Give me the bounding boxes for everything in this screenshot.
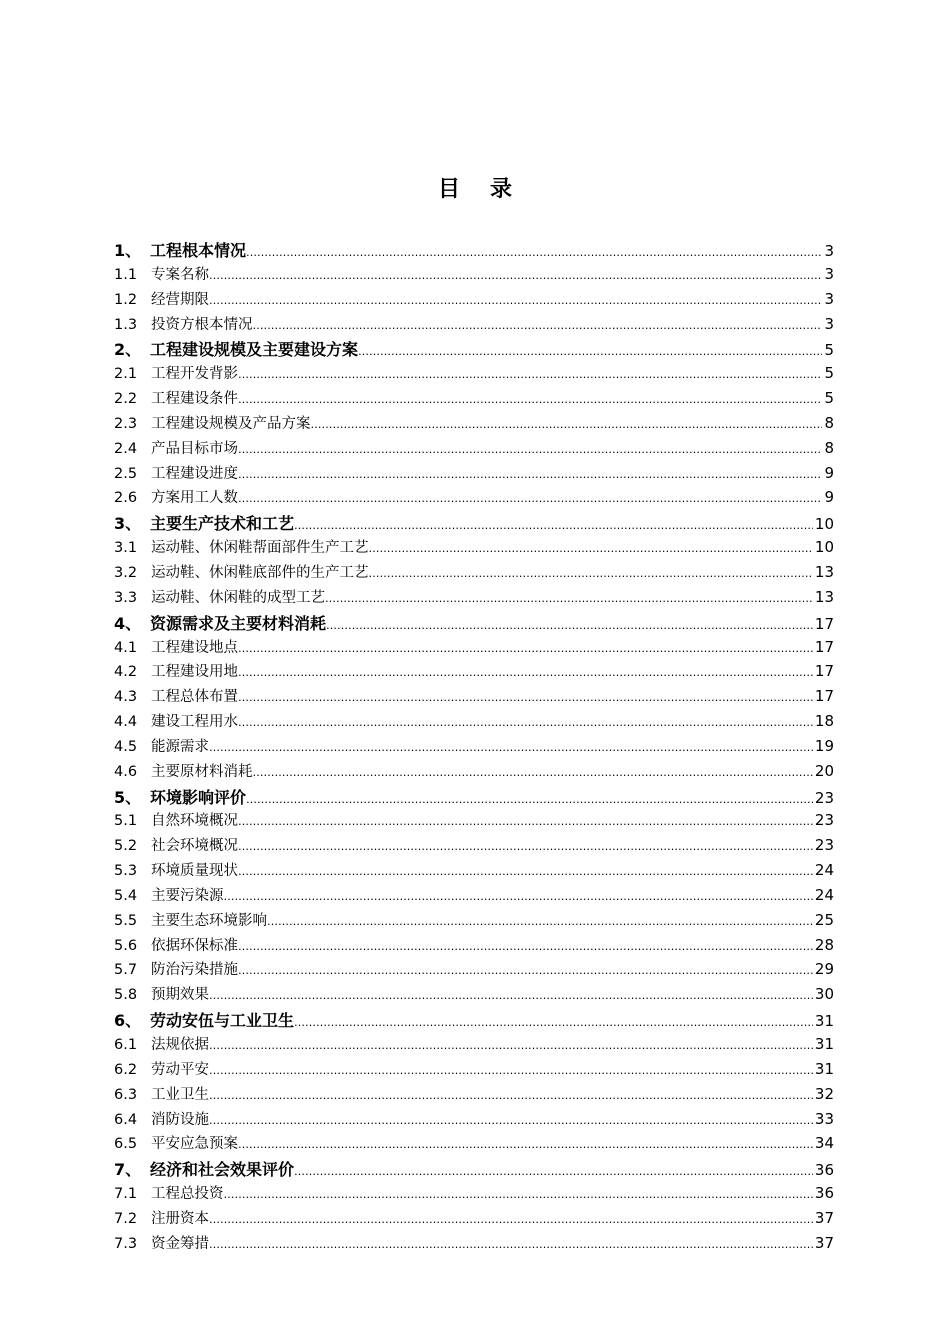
toc-section-entry[interactable] xyxy=(114,710,834,735)
toc-entry-number: 6.1 xyxy=(114,1037,138,1053)
toc-section-entry[interactable] xyxy=(114,1108,834,1133)
toc-entry-label: 工程总投资 xyxy=(151,1186,224,1203)
toc-section-entry[interactable] xyxy=(114,1182,834,1207)
dot-leader xyxy=(253,766,813,779)
toc-entry-label: 劳动安伍与工业卫生 xyxy=(150,1011,295,1031)
toc-entry-label: 经济和社会效果评价 xyxy=(150,1160,295,1180)
toc-entry-page-number: 23 xyxy=(814,788,834,807)
dot-leader xyxy=(267,915,813,928)
toc-section-entry[interactable] xyxy=(114,1083,834,1108)
dot-leader xyxy=(209,1039,813,1052)
toc-entry-number: 4.3 xyxy=(114,689,138,706)
toc-entry-label: 防治污染措施 xyxy=(151,962,238,979)
toc-entry-label: 运动鞋、休闲鞋的成型工艺 xyxy=(151,589,325,606)
toc-section-entry[interactable] xyxy=(114,1033,834,1058)
dot-leader xyxy=(369,567,813,580)
dot-leader xyxy=(209,1089,813,1102)
toc-entry-label: 法规依据 xyxy=(151,1037,209,1053)
toc-chapter-entry[interactable] xyxy=(114,1157,834,1182)
dot-leader xyxy=(369,542,813,555)
toc-entry-page-number: 24 xyxy=(814,861,834,880)
toc-entry-label: 资源需求及主要材料消耗 xyxy=(150,613,327,633)
toc-chapter-entry[interactable] xyxy=(114,1008,834,1033)
toc-entry-label: 工程根本情况 xyxy=(150,241,247,260)
toc-entry-label: 建设工程用水 xyxy=(151,714,238,731)
toc-section-entry[interactable] xyxy=(114,958,834,983)
toc-entry-label: 依据环保标准 xyxy=(151,937,238,954)
toc-entry-number: 2.2 xyxy=(114,391,138,408)
dot-leader xyxy=(294,1165,813,1178)
toc-chapter-entry[interactable] xyxy=(114,511,834,536)
toc-entry-page-number: 9 xyxy=(824,488,834,507)
dot-leader xyxy=(246,246,822,259)
toc-entry-label: 消防设施 xyxy=(151,1111,209,1128)
toc-entry-label: 工程建设条件 xyxy=(151,391,238,408)
dot-leader xyxy=(238,815,813,828)
dot-leader xyxy=(209,741,813,754)
dot-leader xyxy=(209,1114,813,1127)
dot-leader xyxy=(238,840,813,853)
toc-section-entry[interactable] xyxy=(114,735,834,760)
toc-section-entry[interactable] xyxy=(114,1058,834,1083)
toc-section-entry[interactable] xyxy=(114,288,834,313)
toc-entry-number: 5、 xyxy=(114,787,142,807)
toc-entry-page-number: 5 xyxy=(824,389,834,408)
toc-section-entry[interactable] xyxy=(114,586,834,611)
dot-leader xyxy=(238,492,822,505)
dot-leader xyxy=(209,989,813,1002)
toc-entry-number: 3.2 xyxy=(114,564,138,581)
dot-leader xyxy=(238,443,822,456)
toc-entry-number: 4.2 xyxy=(114,664,138,681)
toc-section-entry[interactable] xyxy=(114,660,834,685)
toc-entry-label: 注册资本 xyxy=(151,1210,209,1227)
toc-entry-label: 经营期限 xyxy=(151,291,209,308)
toc-section-entry[interactable] xyxy=(114,263,834,288)
toc-entry-label: 预期效果 xyxy=(151,987,209,1004)
dot-leader xyxy=(238,691,813,704)
toc-section-entry[interactable] xyxy=(114,809,834,834)
dot-leader xyxy=(326,619,813,632)
toc-entry-page-number: 37 xyxy=(814,1208,834,1227)
toc-entry-page-number: 33 xyxy=(814,1109,834,1128)
toc-entry-label: 工业卫生 xyxy=(151,1086,209,1103)
toc-entry-label: 产品目标市场 xyxy=(151,440,238,457)
toc-entry-number: 1.1 xyxy=(114,266,138,283)
toc-entry-page-number: 34 xyxy=(814,1134,834,1153)
toc-entry-number: 2.5 xyxy=(114,465,138,482)
dot-leader xyxy=(209,294,822,307)
toc-entry-label: 资金筹措 xyxy=(151,1235,209,1252)
dot-leader xyxy=(238,642,813,655)
toc-section-entry[interactable] xyxy=(114,362,834,387)
dot-leader xyxy=(224,890,813,903)
toc-entry-page-number: 25 xyxy=(814,910,834,929)
dot-leader xyxy=(238,393,822,406)
toc-entry-number: 2、 xyxy=(114,340,142,360)
toc-section-entry[interactable] xyxy=(114,884,834,909)
toc-entry-number: 6.3 xyxy=(114,1086,138,1103)
toc-entry-number: 3、 xyxy=(114,514,142,534)
toc-entry-label: 主要生态环境影响 xyxy=(151,912,267,929)
toc-entry-page-number: 23 xyxy=(814,811,834,830)
toc-section-entry[interactable] xyxy=(114,859,834,884)
toc-entry-number: 4.1 xyxy=(114,639,138,656)
dot-leader xyxy=(209,1238,813,1251)
toc-entry-number: 7、 xyxy=(114,1160,142,1180)
toc-chapter-entry[interactable] xyxy=(114,611,834,636)
toc-entry-page-number: 5 xyxy=(824,341,834,360)
toc-entry-page-number: 31 xyxy=(814,1012,834,1031)
toc-entry-label: 劳动平安 xyxy=(151,1061,209,1078)
page-title xyxy=(0,172,950,203)
toc-entry-number: 2.6 xyxy=(114,490,138,507)
toc-entry-page-number: 9 xyxy=(824,463,834,482)
toc-entry-label: 主要污染源 xyxy=(151,887,224,904)
toc-section-entry[interactable] xyxy=(114,561,834,586)
toc-entry-label: 工程总体布置 xyxy=(151,689,238,706)
toc-entry-page-number: 8 xyxy=(824,438,834,457)
dot-leader xyxy=(238,716,813,729)
table-of-contents xyxy=(114,238,834,1257)
toc-entry-page-number: 30 xyxy=(814,985,834,1004)
dot-leader xyxy=(238,368,822,381)
toc-section-entry[interactable] xyxy=(114,685,834,710)
toc-section-entry[interactable] xyxy=(114,1207,834,1232)
toc-entry-number: 3.3 xyxy=(114,589,138,606)
toc-entry-number: 4、 xyxy=(114,613,142,633)
toc-section-entry[interactable] xyxy=(114,1232,834,1257)
dot-leader xyxy=(358,345,822,358)
toc-section-entry[interactable] xyxy=(114,760,834,785)
toc-entry-number: 5.1 xyxy=(114,813,138,830)
toc-entry-number: 2.1 xyxy=(114,366,138,383)
toc-section-entry[interactable] xyxy=(114,834,834,859)
toc-entry-number: 2.4 xyxy=(114,440,138,457)
toc-entry-label: 工程建设规模及产品方案 xyxy=(151,415,311,432)
toc-entry-page-number: 31 xyxy=(814,1035,834,1053)
toc-entry-number: 3.1 xyxy=(114,540,138,557)
toc-entry-page-number: 3 xyxy=(824,242,834,260)
dot-leader xyxy=(294,1016,813,1029)
toc-entry-page-number: 17 xyxy=(814,662,834,681)
toc-entry-label: 主要生产技术和工艺 xyxy=(150,514,295,534)
dot-leader xyxy=(238,468,822,481)
dot-leader xyxy=(253,319,823,332)
toc-entry-page-number: 20 xyxy=(814,761,834,780)
toc-entry-number: 1、 xyxy=(114,241,142,260)
toc-entry-page-number: 19 xyxy=(814,736,834,755)
toc-entry-page-number: 36 xyxy=(814,1161,834,1180)
toc-entry-page-number: 3 xyxy=(824,264,834,283)
toc-section-entry[interactable] xyxy=(114,636,834,661)
toc-entry-label: 自然环境概况 xyxy=(151,813,238,830)
toc-section-entry[interactable] xyxy=(114,313,834,338)
toc-entry-number: 1.2 xyxy=(114,291,138,308)
toc-entry-number: 6.5 xyxy=(114,1136,138,1153)
toc-entry-number: 5.3 xyxy=(114,863,138,880)
toc-section-entry[interactable] xyxy=(114,462,834,487)
dot-leader xyxy=(209,1064,813,1077)
toc-entry-label: 环境影响评价 xyxy=(150,787,247,807)
toc-entry-number: 4.5 xyxy=(114,738,138,755)
dot-leader xyxy=(238,865,813,878)
toc-entry-page-number: 3 xyxy=(824,314,834,333)
dot-leader xyxy=(238,666,813,679)
toc-section-entry[interactable] xyxy=(114,1132,834,1157)
toc-entry-page-number: 37 xyxy=(814,1233,834,1252)
toc-entry-number: 6.4 xyxy=(114,1111,138,1128)
toc-chapter-entry[interactable] xyxy=(114,238,834,263)
toc-entry-label: 运动鞋、休闲鞋底部件的生产工艺 xyxy=(151,564,369,581)
toc-entry-number: 5.5 xyxy=(114,912,138,929)
toc-chapter-entry[interactable] xyxy=(114,337,834,362)
toc-section-entry[interactable] xyxy=(114,412,834,437)
toc-entry-page-number: 3 xyxy=(824,289,834,308)
toc-entry-number: 5.8 xyxy=(114,987,138,1004)
toc-section-entry[interactable] xyxy=(114,934,834,959)
toc-entry-page-number: 29 xyxy=(814,960,834,979)
toc-entry-label: 工程建设进度 xyxy=(151,465,238,482)
toc-entry-page-number: 13 xyxy=(814,587,834,606)
toc-chapter-entry[interactable] xyxy=(114,785,834,810)
dot-leader xyxy=(224,1188,813,1201)
toc-entry-number: 7.2 xyxy=(114,1210,138,1227)
toc-entry-page-number: 13 xyxy=(814,562,834,581)
toc-entry-label: 工程开发背影 xyxy=(151,366,238,383)
toc-entry-label: 社会环境概况 xyxy=(151,838,238,855)
toc-entry-label: 专案名称 xyxy=(151,266,209,283)
toc-entry-page-number: 17 xyxy=(814,614,834,633)
toc-entry-page-number: 23 xyxy=(814,836,834,855)
dot-leader xyxy=(246,793,813,806)
toc-entry-label: 平安应急预案 xyxy=(151,1136,238,1153)
toc-entry-label: 工程建设规模及主要建设方案 xyxy=(150,340,359,360)
toc-entry-label: 主要原材料消耗 xyxy=(151,763,253,780)
dot-leader xyxy=(209,1213,813,1226)
dot-leader xyxy=(238,940,813,953)
toc-entry-label: 工程建设用地 xyxy=(151,664,238,681)
toc-entry-label: 投资方根本情况 xyxy=(151,316,253,333)
toc-entry-page-number: 18 xyxy=(814,712,834,731)
title-char-1: 目 xyxy=(437,177,460,202)
toc-entry-page-number: 31 xyxy=(814,1059,834,1078)
toc-entry-label: 环境质量现状 xyxy=(151,863,238,880)
toc-entry-label: 方案用工人数 xyxy=(151,490,238,507)
toc-entry-page-number: 24 xyxy=(814,885,834,904)
toc-entry-number: 4.4 xyxy=(114,714,138,731)
toc-entry-page-number: 17 xyxy=(814,637,834,656)
toc-section-entry[interactable] xyxy=(114,387,834,412)
toc-entry-page-number: 8 xyxy=(824,413,834,432)
toc-entry-label: 运动鞋、休闲鞋帮面部件生产工艺 xyxy=(151,540,369,557)
toc-entry-label: 工程建设地点 xyxy=(151,639,238,656)
toc-entry-page-number: 36 xyxy=(814,1184,834,1203)
toc-entry-number: 6.2 xyxy=(114,1061,138,1078)
toc-entry-number: 7.3 xyxy=(114,1235,138,1252)
dot-leader xyxy=(209,269,822,282)
dot-leader xyxy=(238,964,813,977)
toc-entry-page-number: 10 xyxy=(814,515,834,534)
toc-section-entry[interactable] xyxy=(114,983,834,1008)
dot-leader xyxy=(311,418,823,431)
dot-leader xyxy=(325,592,813,605)
toc-section-entry[interactable] xyxy=(114,486,834,511)
toc-section-entry[interactable] xyxy=(114,536,834,561)
toc-entry-label: 能源需求 xyxy=(151,738,209,755)
toc-entry-page-number: 17 xyxy=(814,687,834,706)
toc-entry-number: 5.6 xyxy=(114,937,138,954)
toc-entry-page-number: 5 xyxy=(824,364,834,383)
title-char-2: 录 xyxy=(490,177,513,202)
toc-entry-number: 7.1 xyxy=(114,1186,138,1203)
toc-entry-page-number: 10 xyxy=(814,538,834,557)
toc-entry-number: 5.2 xyxy=(114,838,138,855)
toc-entry-page-number: 28 xyxy=(814,935,834,954)
toc-section-entry[interactable] xyxy=(114,437,834,462)
toc-entry-page-number: 32 xyxy=(814,1084,834,1103)
toc-section-entry[interactable] xyxy=(114,909,834,934)
dot-leader xyxy=(294,519,813,532)
toc-entry-number: 5.4 xyxy=(114,887,138,904)
toc-entry-number: 1.3 xyxy=(114,316,138,333)
toc-entry-number: 4.6 xyxy=(114,763,138,780)
dot-leader xyxy=(238,1138,813,1151)
toc-entry-number: 6、 xyxy=(114,1011,142,1031)
toc-entry-number: 2.3 xyxy=(114,415,138,432)
toc-entry-number: 5.7 xyxy=(114,962,138,979)
